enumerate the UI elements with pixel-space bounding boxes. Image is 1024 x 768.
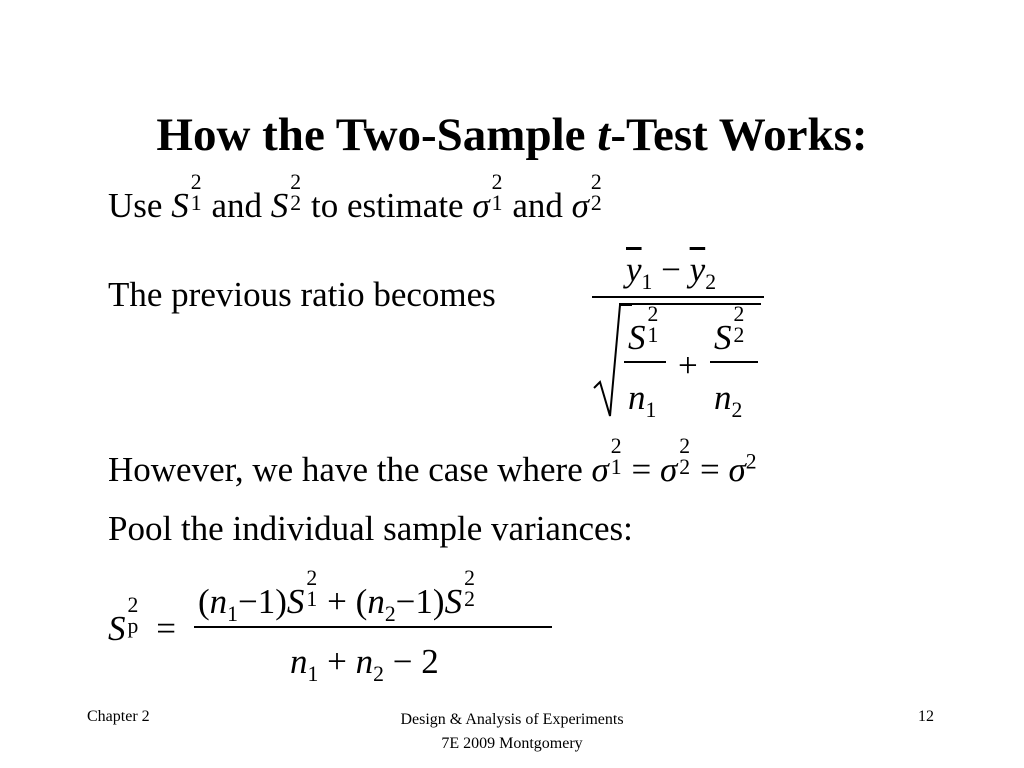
equals-1: = — [631, 450, 652, 489]
and-word-1: and — [211, 186, 262, 225]
sp-squared-lhs: S 2 p = — [108, 593, 176, 648]
pooled-numerator: $(n_1-1)S$ 2 1 + $(n_2-1)S$ 2 2 — [198, 566, 475, 626]
pooled-fraction-bar — [194, 626, 552, 628]
line-previous-ratio: The previous ratio becomes — [108, 275, 496, 314]
line-equal-variances — [108, 434, 757, 490]
sigma-squared: $\sigma^2$ — [728, 449, 757, 489]
line-use-estimates — [108, 170, 603, 226]
footer-book-info — [0, 708, 1024, 756]
footer-book-edition: 7E 2009 Montgomery — [441, 735, 583, 752]
line-pool-variances: Pool the individual sample variances: — [108, 509, 633, 548]
n2-term: $n_2$ — [714, 378, 743, 422]
title-text-end: -Test Works: — [610, 109, 868, 161]
s1-over-n1-bar — [624, 361, 666, 363]
s2-over-n2-bar — [710, 361, 758, 363]
s1-squared: S 2 1 — [171, 170, 202, 225]
slide-title — [0, 108, 1024, 162]
use-word: Use — [108, 186, 163, 225]
s2-squared-term: S 2 2 — [714, 302, 745, 357]
title-text-start: How the Two-Sample — [156, 109, 598, 161]
n1-term: $n_1$ — [628, 378, 657, 422]
footer-page-number: 12 — [918, 708, 934, 725]
footer-book-title: Design & Analysis of Experiments — [400, 711, 624, 728]
s2-squared: S 2 2 — [270, 170, 302, 225]
pooled-denominator: $n_1 + n_2 - 2$ — [290, 642, 439, 686]
title-t: t — [597, 109, 611, 161]
ratio-numerator: $\overline{y}_1 - \overline{y}_2$ — [626, 250, 717, 294]
equals-2: = — [700, 450, 720, 489]
sqrt-sign — [592, 300, 632, 418]
and-word-2: and — [512, 186, 563, 225]
sigma1-squared: σ 2 1 — [472, 170, 503, 225]
however-text: However, we have the case where — [108, 450, 583, 489]
to-estimate-words: to estimate — [310, 186, 464, 225]
sigma2-squared: σ 2 2 — [571, 170, 602, 225]
footer-chapter: Chapter 2 — [87, 708, 150, 725]
sigma2-squared-eq: σ 2 2 — [660, 434, 691, 489]
plus-sign: + — [678, 346, 698, 385]
sigma1-squared-eq: σ 2 1 — [591, 434, 622, 489]
s1-squared-term: S 2 1 — [628, 302, 659, 357]
ratio-fraction-bar — [592, 296, 764, 298]
